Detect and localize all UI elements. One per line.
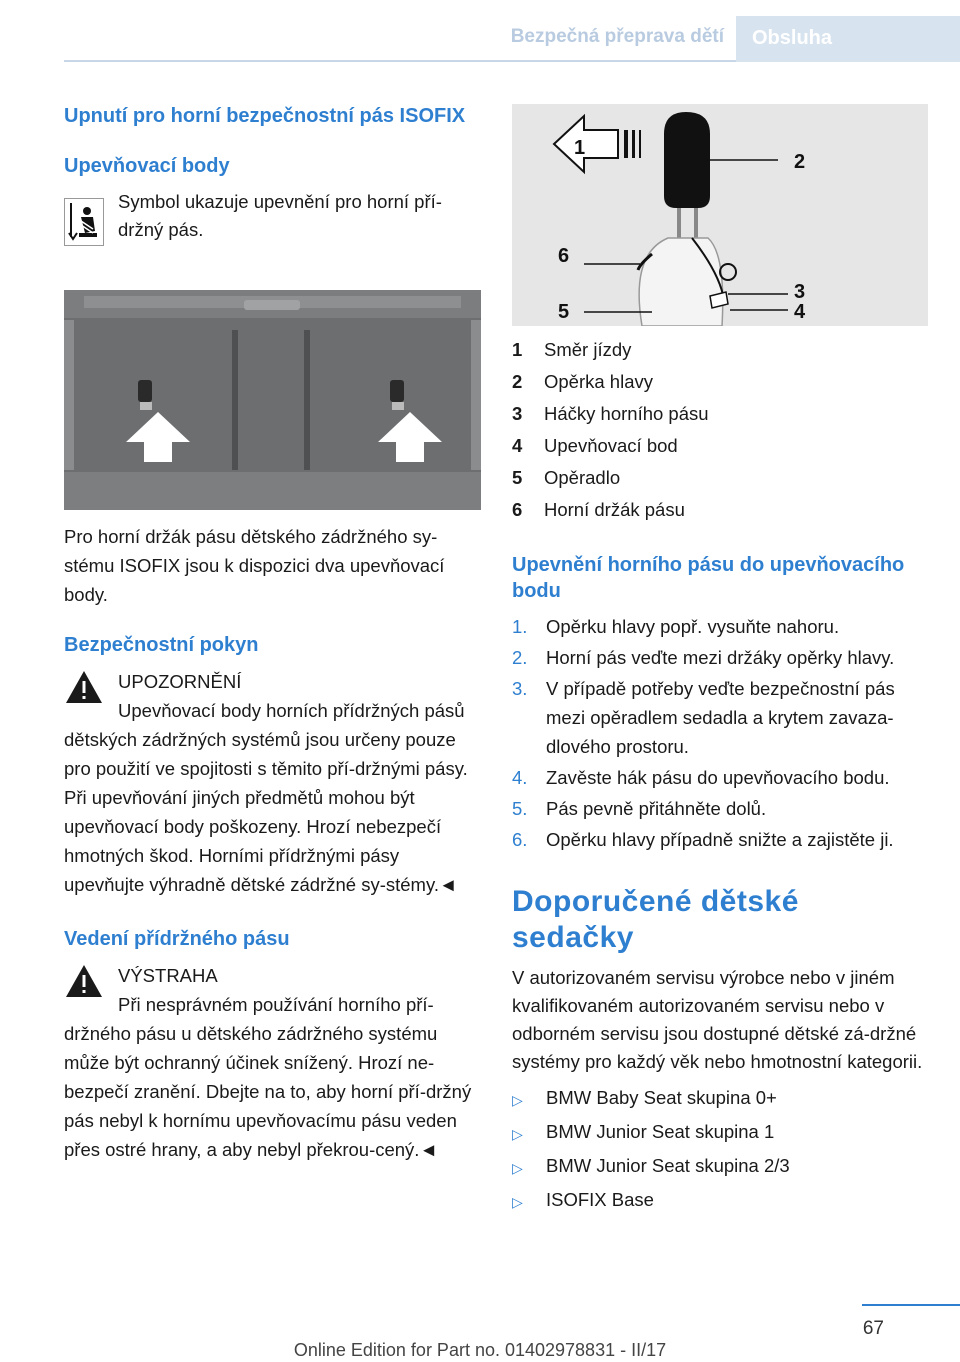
recommended-seats-paragraph: V autorizovaném servisu výrobce nebo v jiném kvalifikovaném autorizovaném servisu nebo v odborném servisu jsou dostupné dětské zá-držné systémy pro každý věk nebo hmotnostní kategorii. <box>512 967 923 1072</box>
step-text: Pás pevně přitáhněte dolů. <box>546 798 767 819</box>
legend-item <box>512 334 928 366</box>
legend-number: 3 <box>512 403 523 424</box>
anchor-points-paragraph: Pro horní držák pásu dětského zádržného sy-stému ISOFIX jsou k dispozici dva upevňovací body. <box>64 526 445 605</box>
step-item <box>512 794 928 823</box>
legend-number: 2 <box>512 371 523 392</box>
list-item <box>512 1082 928 1116</box>
anchor-points-photo <box>64 290 481 510</box>
list-item <box>512 1116 928 1150</box>
legend-text: Opěradlo <box>544 467 621 488</box>
footer-edition: Online Edition for Part no. 01402978831 - II/17 <box>293 1340 667 1360</box>
section-title-isofix: Upnutí pro horní bezpečnostní pás ISOFIX <box>64 105 466 127</box>
step-text: Opěrku hlavy popř. vysuňte nahoru. <box>546 616 840 637</box>
step-text: Zavěste hák pásu do upevňovacího bodu. <box>546 767 890 788</box>
diagram-label-1: 1 <box>574 137 586 159</box>
legend-text: Upevňovací bod <box>544 435 678 456</box>
list-item <box>512 1184 928 1218</box>
subheading-anchor-points: Upevňovací body <box>64 155 230 177</box>
legend-item <box>512 366 928 398</box>
diagram-label-2: 2 <box>794 151 806 173</box>
steps-list <box>512 612 928 854</box>
step-item <box>512 674 928 761</box>
right-column <box>512 104 928 1218</box>
legend-text: Směr jízdy <box>544 339 632 360</box>
warning-triangle-icon <box>64 669 104 705</box>
warning-triangle-icon <box>64 963 104 999</box>
subheading-safety-note: Bezpečnostní pokyn <box>64 634 259 656</box>
warning-text-caution <box>64 696 481 899</box>
step-text: Horní pás veďte mezi držáky opěrky hlavy. <box>546 647 895 668</box>
headrest-belt-diagram <box>512 104 928 326</box>
list-item-text: ISOFIX Base <box>546 1189 654 1210</box>
legend-number: 4 <box>512 435 523 456</box>
warning-block-caution <box>64 667 481 899</box>
triangle-bullet-icon: ▷ <box>512 1092 523 1108</box>
warning-title-caution: UPOZORNĚNÍ <box>118 671 242 692</box>
diagram-label-6: 6 <box>558 245 570 267</box>
warning-body-danger: Při nesprávném používání horního pří-držného pásu u dětského zádržného systému může být ochranný účinek snížený. Hrozí ne-bezpečí zranění. Dbejte na to, aby horní pří-držný pás nebyl k hornímu upevňovacímu pásu veden přes ostré hrany, a aby nebyl překrou-cený.◄ <box>64 994 472 1160</box>
step-number: 4. <box>512 767 528 788</box>
legend-number: 6 <box>512 499 523 520</box>
step-text: V případě potřeby veďte bezpečnostní pás mezi opěradlem sedadla a krytem zavaza-dlového prostoru. <box>546 678 895 757</box>
footer-rule <box>862 1304 960 1306</box>
header-chapter-tab[interactable]: Obsluha <box>736 16 960 62</box>
symbol-description: Symbol ukazuje upevnění pro horní pří-držný pás. <box>118 191 442 240</box>
header-section-title: Bezpečná přeprava dětí <box>510 26 724 47</box>
list-item-text: BMW Baby Seat skupina 0+ <box>546 1087 777 1108</box>
symbol-row <box>64 188 481 246</box>
seats-list <box>512 1082 928 1218</box>
legend-item <box>512 494 928 526</box>
triangle-bullet-icon: ▷ <box>512 1126 523 1142</box>
warning-block-danger <box>64 961 481 1164</box>
subheading-belt-routing: Vedení přídržného pásu <box>64 928 290 950</box>
list-item-text: BMW Junior Seat skupina 1 <box>546 1121 775 1142</box>
step-item <box>512 825 928 854</box>
warning-body-caution: Upevňovací body horních přídržných pásů dětských zádržných systémů jsou určeny pouze pro použití ve spojitosti s těmito pří-držnými pásy. Při upevňování jiných předmětů mohou být upevňovací body poškozeny. Hrozí nebezpečí hmotných škod. Horními přídržnými pásy upevňujte výhradně dětské zádržné sy-stémy.◄ <box>64 700 468 895</box>
step-number: 6. <box>512 829 528 850</box>
legend-item <box>512 462 928 494</box>
left-column <box>64 100 481 1164</box>
child-seat-anchor-icon <box>64 198 104 246</box>
diagram-label-4: 4 <box>794 301 806 323</box>
subheading-attach-belt: Upevnění horního pásu do upevňovacího bodu <box>512 554 905 602</box>
triangle-bullet-icon: ▷ <box>512 1194 523 1210</box>
step-number: 3. <box>512 678 528 699</box>
legend-item <box>512 430 928 462</box>
step-text: Opěrku hlavy případně snižte a zajistěte ji. <box>546 829 894 850</box>
list-item <box>512 1150 928 1184</box>
list-item-text: BMW Junior Seat skupina 2/3 <box>546 1155 790 1176</box>
step-item <box>512 612 928 641</box>
step-number: 2. <box>512 647 528 668</box>
legend-text: Opěrka hlavy <box>544 371 653 392</box>
legend-text: Háčky horního pásu <box>544 403 709 424</box>
diagram-label-3: 3 <box>794 281 806 303</box>
legend-number: 1 <box>512 339 523 360</box>
page-number: 67 <box>862 1318 884 1339</box>
triangle-bullet-icon: ▷ <box>512 1160 523 1176</box>
diagram-label-5: 5 <box>558 301 570 323</box>
legend-item <box>512 398 928 430</box>
step-number: 1. <box>512 616 528 637</box>
warning-text-danger <box>64 990 481 1164</box>
section-title-recommended-seats: Doporučené dětské sedačky <box>512 885 799 954</box>
diagram-legend <box>512 334 928 526</box>
step-item <box>512 763 928 792</box>
warning-title-danger: VÝSTRAHA <box>118 965 218 986</box>
step-item <box>512 643 928 672</box>
legend-number: 5 <box>512 467 523 488</box>
legend-text: Horní držák pásu <box>544 499 685 520</box>
step-number: 5. <box>512 798 528 819</box>
